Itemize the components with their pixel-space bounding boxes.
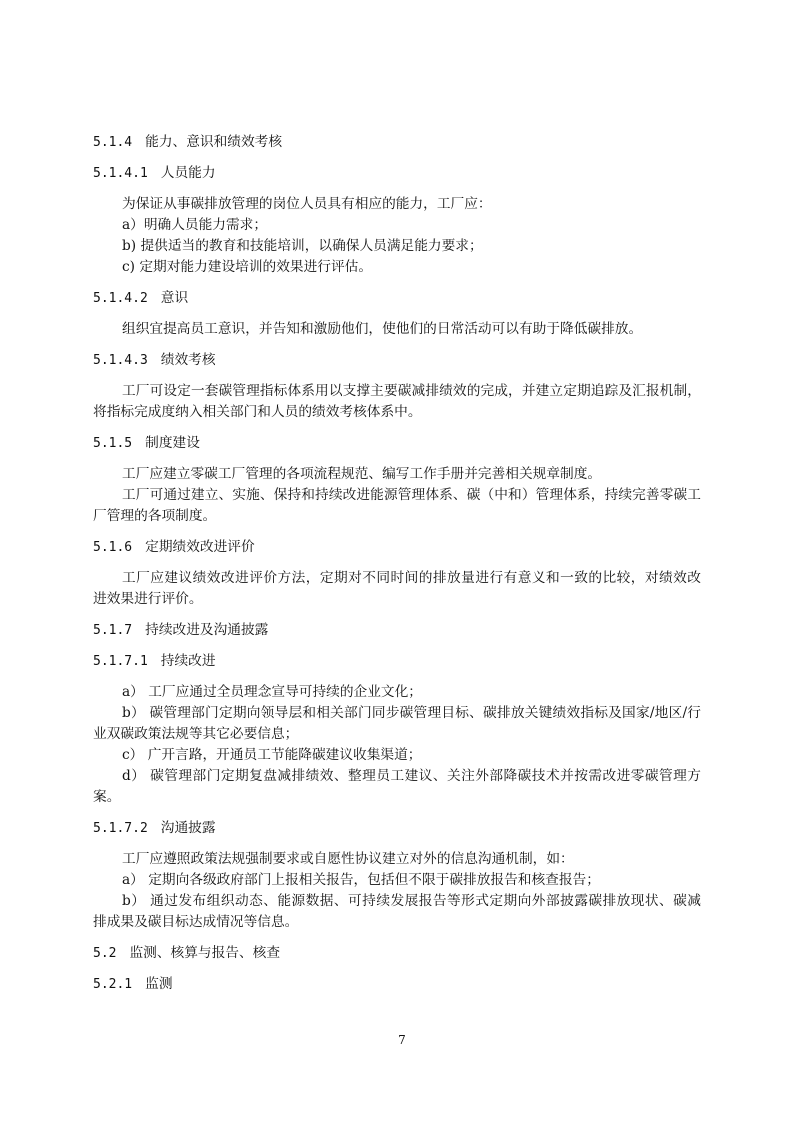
paragraph: 工厂应建立零碳工厂管理的各项流程规范、编写工作手册并完善相关规章制度。 bbox=[122, 466, 602, 482]
section-title: 监测 bbox=[145, 976, 173, 992]
section-number: 5.1.4.1 bbox=[93, 166, 148, 181]
paragraph-line: 工厂应建议绩效改进评价方法，定期对不同时间的排放量进行有意义和一致的比较，对绩效改 bbox=[122, 570, 701, 586]
section-number: 5.1.7 bbox=[93, 623, 133, 638]
paragraph: 组织宜提高员工意识，并告知和激励他们，使他们的日常活动可以有助于降低碳排放。 bbox=[122, 321, 643, 337]
list-item: c) 定期对能力建设培训的效果进行评估。 bbox=[122, 259, 373, 275]
heading-5-2-1 bbox=[93, 974, 701, 995]
section-title: 意识 bbox=[160, 290, 189, 306]
list-item-continuation: 案。 bbox=[93, 789, 121, 805]
section-title: 绩效考核 bbox=[160, 352, 216, 368]
paragraph-intro: 为保证从事碳排放管理的岗位人员具有相应的能力，工厂应： bbox=[122, 196, 492, 212]
section-title: 持续改进及沟通披露 bbox=[145, 622, 269, 638]
heading-5-1-7-1 bbox=[93, 651, 701, 672]
heading-5-1-4-3 bbox=[93, 350, 701, 371]
section-number: 5.1.4.2 bbox=[93, 291, 148, 306]
list-item: b） 碳管理部门定期向领导层和相关部门同步碳管理目标、碳排放关键绩效指标及国家/地区/行 bbox=[122, 705, 701, 721]
list-item: a） 工厂应通过全员理念宣导可持续的企业文化； bbox=[122, 684, 422, 700]
list-item-continuation: 业双碳政策法规等其它必要信息； bbox=[93, 726, 299, 742]
section-number: 5.1.5 bbox=[93, 436, 133, 451]
list-item: d） 碳管理部门定期复盘减排绩效、整理员工建议、关注外部降碳技术并按需改进零碳管理方 bbox=[122, 768, 701, 784]
section-title: 人员能力 bbox=[160, 165, 216, 181]
section-title: 监测、核算与报告、核查 bbox=[129, 945, 281, 961]
page-body bbox=[93, 122, 701, 1005]
section-number: 5.2.1 bbox=[93, 977, 133, 992]
list-item: b) 提供适当的教育和技能培训，以确保人员满足能力要求； bbox=[122, 238, 483, 254]
paragraph-line: 工厂可设定一套碳管理指标体系用以支撑主要碳减排绩效的完成，并建立定期追踪及汇报机制， bbox=[122, 383, 701, 399]
paragraph-line: 将指标完成度纳入相关部门和人员的绩效考核体系中。 bbox=[93, 404, 422, 420]
section-title: 持续改进 bbox=[160, 653, 216, 669]
paragraph-line: 工厂可通过建立、实施、保持和持续改进能源管理体系、碳（中和）管理体系，持续完善零碳工 bbox=[122, 487, 701, 503]
list-item: c） 广开言路，开通员工节能降碳建议收集渠道； bbox=[122, 747, 422, 763]
heading-5-1-7-2 bbox=[93, 818, 701, 839]
heading-5-1-5 bbox=[93, 433, 701, 454]
paragraph-line: 厂管理的各项制度。 bbox=[93, 508, 217, 524]
list-item: a） 定期向各级政府部门上报相关报告，包括但不限于碳排放报告和核查报告； bbox=[122, 872, 600, 888]
heading-5-1-7 bbox=[93, 620, 701, 641]
list-item-continuation: 排成果及碳目标达成情况等信息。 bbox=[93, 914, 299, 930]
paragraph-line: 进效果进行评价。 bbox=[93, 591, 203, 607]
page-number: 7 bbox=[398, 1033, 406, 1047]
list-item: a）明确人员能力需求； bbox=[122, 217, 268, 233]
section-number: 5.2 bbox=[93, 946, 117, 961]
heading-5-1-4 bbox=[93, 132, 701, 153]
section-number: 5.1.7.1 bbox=[93, 654, 148, 669]
section-title: 定期绩效改进评价 bbox=[145, 539, 255, 555]
heading-5-1-6 bbox=[93, 537, 701, 558]
section-number: 5.1.6 bbox=[93, 540, 133, 555]
section-title: 沟通披露 bbox=[160, 820, 216, 836]
section-number: 5.1.4.3 bbox=[93, 353, 148, 368]
section-title: 制度建设 bbox=[145, 435, 200, 451]
section-number: 5.1.7.2 bbox=[93, 821, 148, 836]
heading-5-2 bbox=[93, 943, 701, 964]
heading-5-1-4-1 bbox=[93, 163, 701, 184]
list-item: b） 通过发布组织动态、能源数据、可持续发展报告等形式定期向外部披露碳排放现状、碳减 bbox=[122, 893, 701, 909]
section-title: 能力、意识和绩效考核 bbox=[145, 134, 283, 150]
paragraph-intro: 工厂应遵照政策法规强制要求或自愿性协议建立对外的信息沟通机制，如： bbox=[122, 851, 574, 867]
section-number: 5.1.4 bbox=[93, 135, 133, 150]
heading-5-1-4-2 bbox=[93, 288, 701, 309]
